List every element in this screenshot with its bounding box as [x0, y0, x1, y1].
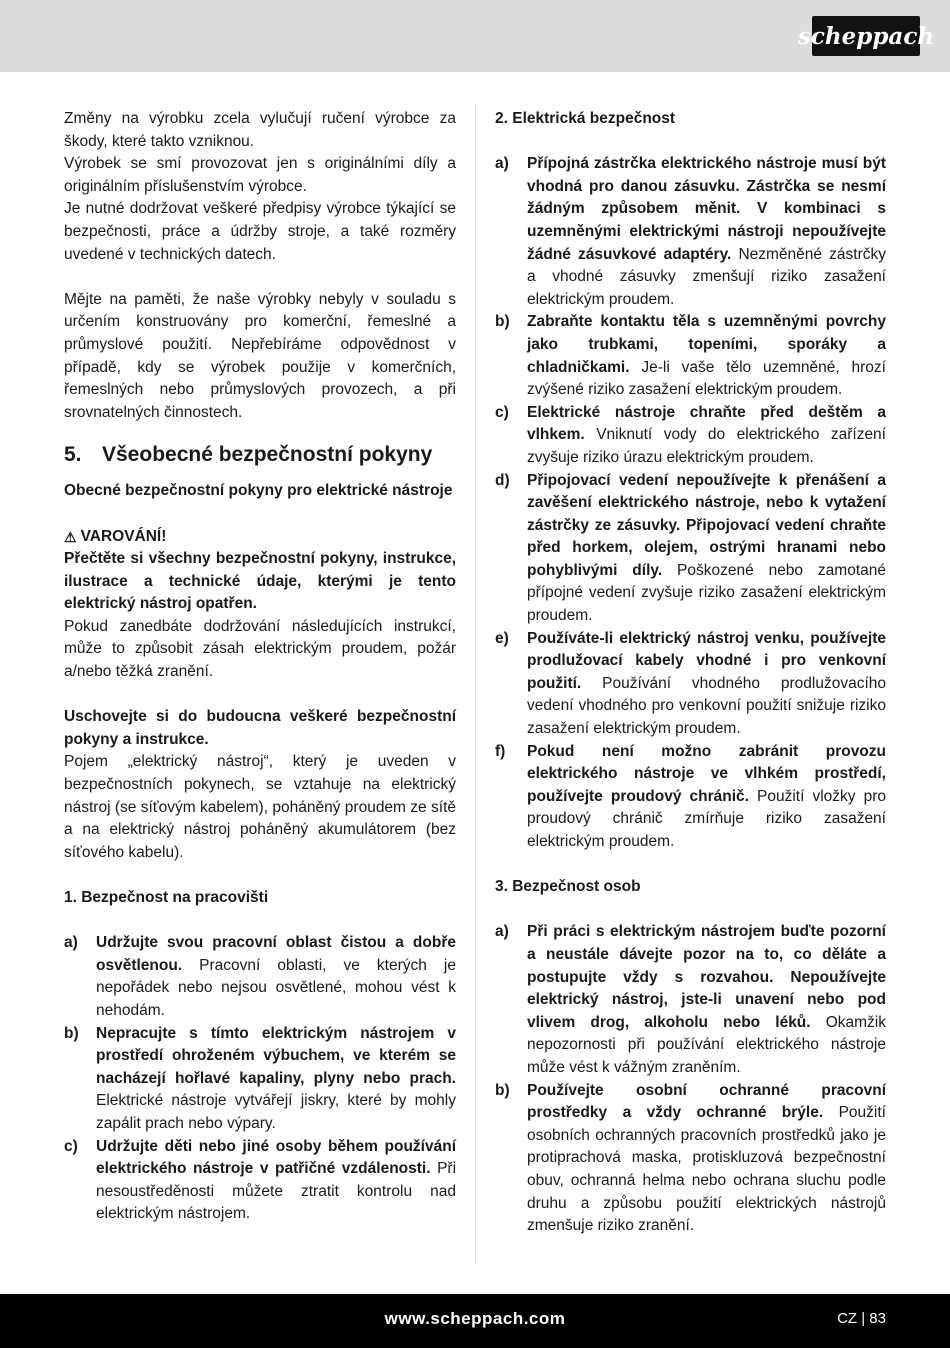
- left-column: [64, 108, 456, 1226]
- electrical-safety-title: 2. Elektrická bezpečnost: [495, 110, 676, 127]
- list-item-label: d): [495, 471, 510, 489]
- list-item: [64, 1023, 456, 1136]
- list-item-label: b): [495, 1081, 510, 1099]
- list-item: [495, 741, 886, 854]
- list-item-label: e): [495, 629, 509, 647]
- list-item-bold: Používáte-li elektrický nástroj venku, používejte prodlužovací kabely vhodné i pro venkovní použití.: [527, 629, 886, 692]
- list-item-body: Okamžik nepozornosti při používání elektrického nástroje může vést k vážným zraněním.: [527, 1013, 887, 1076]
- list-item-text: [527, 1080, 886, 1238]
- list-item-bold: Používejte osobní ochranné pracovní prostředky a vždy ochranné brýle.: [527, 1081, 886, 1122]
- list-item-bold: Pokud není možno zabránit provozu elektrického nástroje ve vlhkém prostředí, používejte proudový chránič.: [527, 742, 886, 805]
- list-item: [64, 932, 456, 1022]
- list-item: [495, 402, 886, 470]
- list-item-text: [527, 311, 886, 401]
- list-item-body: Použití osobních ochranných pracovních prostředků jako je protiprachová maska, protiskluzová bezpečnostní obuv, ochranná helma nebo ochrana sluchu podle druhu a způsobu použití elektrických nástrojů zmenšuje riziko zranění.: [527, 1104, 886, 1235]
- list-item-body: Pracovní oblasti, ve kterých je nepořádek nebo nejsou osvětlené, mohou vést k nehodám.: [96, 956, 456, 1019]
- list-item: [495, 921, 886, 1079]
- section-heading: [64, 441, 456, 469]
- list-item-bold: Udržujte děti nebo jiné osoby během používání elektrického nástroje v patřičné vzdálenosti.: [96, 1137, 456, 1178]
- keep-instructions-text: Pojem „elektrický nástroj“, který je uveden v bezpečnostních pokynech, se vztahuje na elektrický nástroj (se síťovým kabelem), poháněný proudem ze sítě a na elektrický nástroj poháněný akumulátorem (bez síťového kabelu).: [64, 753, 456, 861]
- warning-label: VAROVÁNÍ!: [80, 527, 167, 545]
- list-item-text: [96, 1136, 456, 1226]
- footer-url[interactable]: www.scheppach.com: [384, 1309, 566, 1328]
- list-item-bold: Nepracujte s tímto elektrickým nástrojem v prostředí ohroženém výbuchem, ve kterém se nacházejí hořlavé kapaliny, plyny nebo prach.: [96, 1024, 456, 1087]
- list-item-body: Nezměněné zástrčky a vhodné zásuvky zmenšují riziko zasažení elektrickým proudem.: [527, 245, 886, 308]
- list-item-label: b): [495, 313, 510, 331]
- list-item-bold: Elektrické nástroje chraňte před deštěm a vlhkem.: [527, 403, 886, 444]
- list-item: [495, 1080, 886, 1238]
- right-column: [495, 108, 886, 1238]
- list-item-label: b): [64, 1024, 79, 1042]
- brand-logo: scheppach: [812, 16, 920, 56]
- list-item-bold: Udržujte svou pracovní oblast čistou a dobře osvětlenou.: [96, 934, 456, 974]
- list-item-text: [96, 932, 456, 1022]
- list-item-label: a): [64, 934, 78, 952]
- list-item-text: [527, 921, 886, 1079]
- list-item: [495, 470, 886, 628]
- list-item: [64, 1136, 456, 1226]
- list-item-bold: Při práci s elektrickým nástrojem buďte pozorní a neustále dávejte pozor na to, co děláte a postupujte vždy s rozvahou. Nepoužívejte elektrický nástroj, jste-li unavení nebo pod vlivem drog, alkoholu nebo léků.: [527, 923, 886, 1031]
- list-item-body: Je-li vaše tělo uzemněné, hrozí zvýšené riziko zasažení elektrickým proudem.: [527, 358, 886, 399]
- keep-instructions-bold: Uschovejte si do budoucna veškeré bezpečnostní pokyny a instrukce.: [64, 708, 456, 748]
- list-item-label: c): [64, 1137, 78, 1155]
- electrical-safety-list: [495, 153, 886, 853]
- column-divider: [475, 104, 476, 1264]
- list-item: [495, 153, 886, 311]
- list-item-bold: Zabraňte kontaktu těla s uzemněnými povrchy jako trubkami, topeními, sporáky a chladničkami.: [527, 313, 886, 376]
- list-item-label: f): [495, 742, 506, 760]
- warning-label-row: [64, 526, 456, 549]
- list-item-text: [527, 628, 886, 741]
- personal-safety-list: [495, 921, 886, 1237]
- list-item-body: Při nesoustředěnosti můžete ztratit kontrolu nad elektrickým nástrojem.: [96, 1160, 457, 1223]
- list-item-bold: Připojovací vedení nepoužívejte k přenášení a zavěšení elektrického nástroje, nebo k vytažení zástrčky ze zásuvky. Připojovací vedení chraňte před horkem, olejem, ostrými hranami nebo pohyblivými díly.: [527, 471, 886, 579]
- list-item-text: [527, 153, 886, 311]
- list-item-body: Poškozené nebo zamotané přípojné vedení zvyšuje riziko zasažení elektrickým proudem.: [527, 561, 886, 625]
- list-item-text: [527, 402, 886, 470]
- list-item-text: [527, 470, 886, 628]
- list-item-body: Používání vhodného prodlužovacího vedení vhodného pro venkovní použití snižuje riziko zasažení elektrickým proudem.: [527, 674, 886, 738]
- warning-triangle-icon: ⚠: [64, 528, 77, 545]
- list-item-label: c): [495, 403, 509, 421]
- personal-safety-title: 3. Bezpečnost osob: [495, 878, 641, 896]
- list-item: [495, 311, 886, 401]
- paragraph: Mějte na paměti, že naše výrobky nebyly v souladu s určením konstruovány pro komerční, řemeslné a průmyslové použití. Nepřebíráme odpovědnost v případě, kdy se výrobek použije v komerčních, řemeslných nebo průmyslových provozech, a při srovnatelných činnostech.: [64, 290, 456, 421]
- list-item-bold: Přípojná zástrčka elektrického nástroje musí být vhodná pro danou zásuvku. Zástrčka se nesmí žádným způsobem měnit. V kombinaci s uzemněnými elektrickými nástroji nepoužívejte žádné zásuvkové adaptéry.: [527, 155, 886, 263]
- paragraph: Je nutné dodržovat veškeré předpisy výrobce týkající se bezpečnosti, práce a údržby stroje, a také rozměry uvedené v technických datech.: [64, 200, 456, 263]
- section-title: Všeobecné bezpečnostní pokyny: [102, 443, 433, 467]
- list-item: [495, 628, 886, 741]
- warning-text: Pokud zanedbáte dodržování následujících instrukcí, může to způsobit zásah elektrickým proudem, požár a/nebo těžká zranění.: [64, 617, 456, 681]
- paragraph: Změny na výrobku zcela vylučují ručení výrobce za škody, které takto vzniknou.: [64, 110, 456, 150]
- list-item-body: Vniknutí vody do elektrického zařízení zvyšuje riziko úrazu elektrickým proudem.: [527, 426, 886, 466]
- footer-bar: [0, 1294, 950, 1348]
- list-item-text: [527, 741, 886, 854]
- header-bar: [0, 0, 950, 72]
- list-item-body: Elektrické nástroje vytvářejí jiskry, které by mohly zapálit prach nebo výpary.: [96, 1092, 456, 1132]
- section-number: 5.: [64, 443, 82, 467]
- list-item-body: Použití vložky pro proudový chránič zmírňuje riziko zasažení elektrickým proudem.: [527, 787, 886, 850]
- workplace-safety-title: 1. Bezpečnost na pracovišti: [64, 889, 269, 906]
- list-item-label: a): [495, 155, 509, 173]
- subheading: Obecné bezpečnostní pokyny pro elektrické nástroje: [64, 482, 453, 500]
- warning-bold-text: Přečtěte si všechny bezpečnostní pokyny, instrukce, ilustrace a technické údaje, kterými je tento elektrický nástroj opatřen.: [64, 550, 456, 613]
- list-item-text: [96, 1023, 456, 1136]
- paragraph: Výrobek se smí provozovat jen s originálními díly a originálním příslušenstvím výrobce.: [64, 155, 456, 195]
- page-number: CZ | 83: [837, 1310, 886, 1327]
- workplace-safety-list: [64, 932, 456, 1226]
- list-item-label: a): [495, 923, 509, 941]
